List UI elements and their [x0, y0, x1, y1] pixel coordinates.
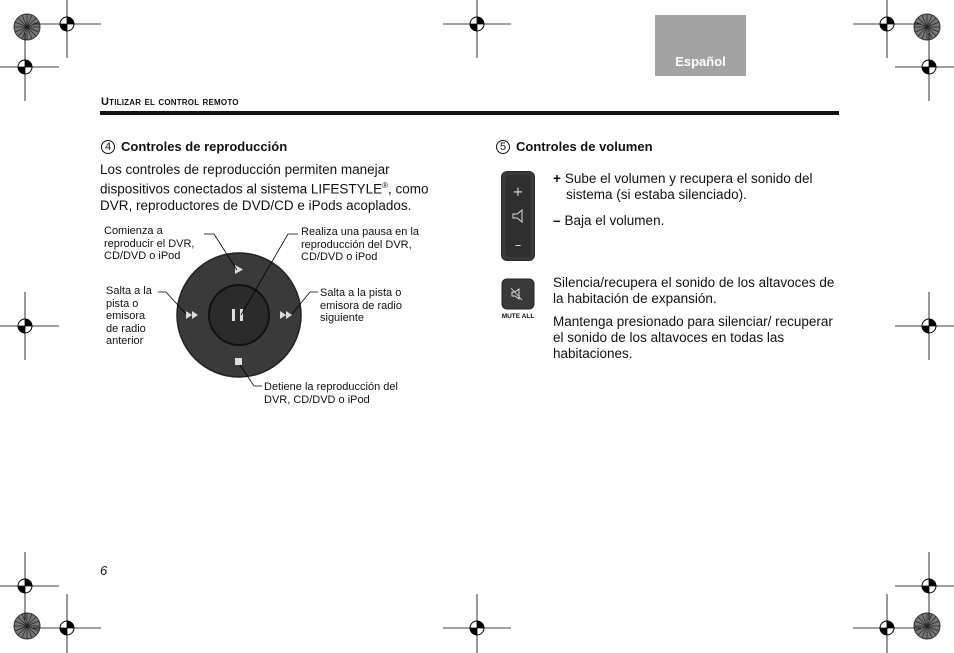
language-tab [655, 15, 746, 76]
playback-intro: Los controles de reproducción permiten manejar dispositivos conectados al sistema LIFESTYLE®, como DVR, reproductores de DVD/CD e iPods acoplados. [100, 162, 429, 213]
label-play: Comienza a reproducir el DVR, CD/DVD o iPod [104, 225, 195, 262]
page-number: 6 [100, 563, 108, 578]
mute-all-label: MUTE ALL [501, 313, 535, 320]
section-header: Utilizar el control remoto [101, 96, 239, 108]
playback-heading [101, 139, 287, 154]
svg-text:+: + [512, 185, 524, 200]
header-rule [100, 111, 839, 115]
minus-symbol: – [553, 213, 561, 228]
label-stop: Detiene la reproducción del DVR, CD/DVD o iPod [264, 381, 398, 406]
mute-desc-2: Mantenga presionado para silenciar/ recuperar el sonido de los altavoces en todas las habitaciones. [553, 314, 833, 361]
mute-desc-1: Silencia/recupera el sonido de los altavoces de la habitación de expansión. [553, 275, 835, 306]
playback-title: Controles de reproducción [121, 139, 288, 154]
volume-plus-desc: + Sube el volumen y recupera el sonido del sistema (si estaba silenciado). [553, 171, 813, 202]
pause-button-shape [209, 285, 269, 345]
stop-icon [235, 358, 242, 365]
playback-number: 4 [101, 140, 115, 154]
label-pause: Realiza una pausa en la reproducción del DVR, CD/DVD o iPod [301, 226, 420, 263]
plus-symbol: + [553, 171, 561, 186]
language-label: Español [675, 54, 726, 69]
label-previous: Salta a la pista o emisora de radio anterior [106, 285, 152, 347]
volume-title: Controles de volumen [516, 139, 653, 154]
label-next: Salta a la pista o emisora de radio siguiente [320, 287, 402, 324]
volume-minus-desc: – Baja el volumen. [553, 213, 665, 228]
svg-text:–: – [514, 238, 522, 253]
volume-rocker [501, 171, 535, 261]
volume-heading [496, 139, 653, 154]
volume-number: 5 [496, 140, 510, 154]
